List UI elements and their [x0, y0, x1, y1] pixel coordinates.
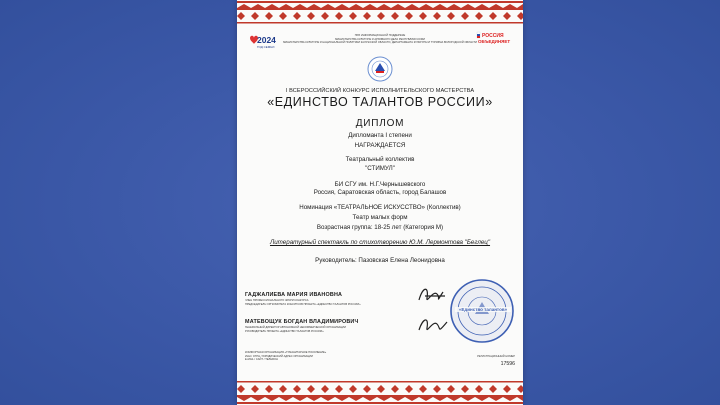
contest-emblem-icon	[365, 55, 395, 83]
logo-word-2: ОБЪЕДИНЯЕТ	[478, 39, 511, 44]
signatory-1-desc-1: ЧЛЕН ПРОФЕССИОНАЛЬНОГО ЖЮРИ КОНКУРСА	[245, 299, 309, 302]
nomination: Номинация «ТЕАТРАЛЬНОЕ ИСКУССТВО» (Коллектив)	[299, 204, 461, 211]
ministry-line-2: МИНИСТЕРСТВА КУЛЬТУРЫ И НАЦИОНАЛЬНОЙ ПОЛИТИКИ КАЛУЖСКОЙ ОБЛАСТИ, ДЕПАРТАМЕНТА КУЛЬТУРЫ И ТУРИЗМА ВОЛОГОДСКОЙ ОБЛАСТИ	[283, 41, 477, 44]
top-ornament-border	[237, 0, 523, 30]
age-group: Возрастная группа: 18-25 лет (Категория М)	[316, 224, 444, 231]
ministry-line-1: МИНИСТЕРСТВА КУЛЬТУРЫ И АРХИВНОГО ДЕЛА РЕСПУБЛИКИ КОМИ	[335, 37, 425, 41]
year-of-family-logo	[245, 32, 281, 54]
institution-line-1: БИ СГУ им. Н.Г.Чернышевского	[334, 181, 426, 188]
signatory-2-name: МАТЕВОЩУК БОГДАН ВЛАДИМИРОВИЧ	[245, 319, 359, 325]
contest-title: «ЕДИНСТВО ТАЛАНТОВ РОССИИ»	[267, 95, 493, 109]
logo-word-1: РОССИЯ	[482, 33, 504, 39]
footer-org-line-2: ИНН / ОГРН / ЮРИДИЧЕСКИЙ АДРЕС ОРГАНИЗАЦИИ	[245, 354, 313, 358]
russia-unites-logo	[473, 30, 517, 56]
diploma-degree: Дипломанта I степени	[348, 132, 412, 139]
reg-number: 17596	[500, 361, 515, 367]
footer-org-line-1: КОМФОРТНАЯ ОРГАНИЗАЦИЯ «ГУМАНИТАРНОЕ ПОКОЛЕНИЕ»	[245, 351, 327, 354]
support-line: ПРИ ИНФОРМАЦИОННОЙ ПОДДЕРЖКЕ	[354, 34, 406, 37]
signatory-1-desc-2: ПРЕДСЕДАТЕЛЬ ОРГКОМИТЕТА КОНКУРСОВ ПРОЕКТА «ЕДИНСТВО ТАЛАНТОВ РОССИИ»	[245, 302, 361, 306]
subnomination: Театр малых форм	[352, 214, 408, 221]
diploma-heading: ДИПЛОМ	[355, 118, 405, 129]
institution-line-2: Россия, Саратовская область, город Балашов	[313, 189, 447, 196]
leader-line: Руководитель: Пазовская Елена Леонидовна	[315, 257, 445, 264]
logo-caption: ГОД СЕМЬИ	[257, 45, 275, 49]
logo-year: 2024	[257, 35, 276, 45]
collective-name: "СТИМУЛ"	[365, 165, 395, 172]
collective-type: Театральный коллектив	[345, 156, 415, 163]
awarded-label: НАГРАЖДАЕТСЯ	[354, 142, 406, 149]
signatory-2-desc-2: РУКОВОДИТЕЛЬ ПРОЕКТА «ЕДИНСТВО ТАЛАНТОВ РОССИИ»	[245, 329, 324, 333]
performance-title: Литературный спектакль по стихотворению Ю.М. Лермонтова "Беглец"	[269, 239, 491, 246]
bottom-ornament-border	[237, 375, 523, 405]
reg-number-label: РЕГИСТРАЦИОННЫЙ НОМЕР	[477, 355, 515, 358]
footer-org-line-3: E-MAIL / САЙТ / ТЕЛЕФОН	[245, 358, 278, 361]
signatory-1-name: ГАДЖАЛИЕВА МАРИЯ ИВАНОВНА	[245, 292, 343, 298]
signatory-2-desc-1: ГЕНЕРАЛЬНЫЙ ДИРЕКТОР АВТОНОМНОЙ НЕКОММЕРЧЕСКОЙ ОРГАНИЗАЦИИ	[245, 326, 346, 329]
stamp-text: «Единство талантов»	[455, 307, 511, 312]
diploma-document	[237, 0, 523, 405]
contest-subtitle: I ВСЕРОССИЙСКИЙ КОНКУРС ИСПОЛНИТЕЛЬСКОГО МАСТЕРСТВА	[285, 88, 475, 94]
